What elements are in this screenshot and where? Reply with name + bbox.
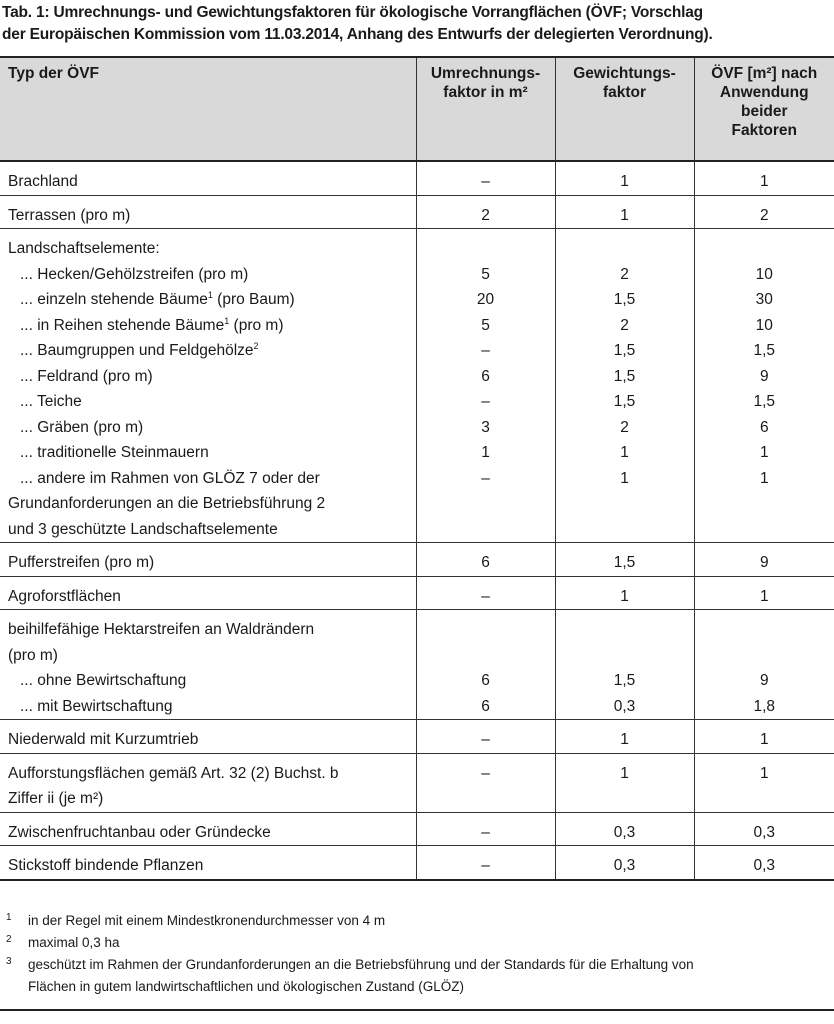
weighting-value: 1,5 (613, 672, 636, 689)
header-conversion-factor: Umrechnungs- faktor in m² (416, 58, 555, 161)
weighting-value: 1 (620, 444, 629, 461)
table-row-forest-strips (0, 610, 834, 720)
row-label: Stickstoff bindende Pflanzen (0, 846, 416, 880)
conversion-value: 6 (416, 543, 555, 577)
list-item-continued: Grundanforderungen an die Betriebsführung 2 (8, 495, 326, 512)
result-value: 1 (694, 576, 834, 610)
result-value: 1 (694, 161, 834, 195)
conversion-value: 5 (481, 316, 490, 334)
footnote (6, 932, 832, 954)
footnote-number: 2 (6, 934, 12, 945)
weighting-value: 1 (620, 469, 629, 487)
header-type: Typ der ÖVF (0, 58, 416, 161)
result-value: 1 (759, 469, 769, 487)
table-row (0, 543, 834, 577)
row-label: Pufferstreifen (pro m) (0, 543, 416, 577)
weighting-value: 1,5 (613, 367, 636, 385)
table-row-afforestation (0, 753, 834, 812)
row-label: Niederwald mit Kurzumtrieb (0, 720, 416, 754)
result-value: 1 (759, 444, 769, 461)
header-weighting-factor: Gewichtungs- faktor (555, 58, 694, 161)
list-item: ... in Reihen stehende Bäume$^1$ (pro m) (20, 315, 284, 334)
factor-table (0, 58, 834, 881)
result-value: 9 (759, 367, 769, 385)
row-label: Brachland (0, 161, 416, 195)
row-label (0, 610, 416, 720)
result-values (694, 229, 834, 543)
list-item: ... traditionelle Steinmauern (20, 444, 209, 461)
weighting-value: 1 (555, 753, 694, 812)
row-label: Zwischenfruchtanbau oder Gründecke (0, 812, 416, 846)
conversion-value: 20 (476, 291, 495, 308)
weighting-value: 0,3 (613, 697, 636, 715)
conversion-value: – (481, 393, 490, 410)
list-item: ... Hecken/Gehölzstreifen (pro m) (20, 265, 249, 283)
result-value: 0,3 (694, 812, 834, 846)
weighting-values (555, 610, 694, 720)
conversion-value: – (416, 720, 555, 754)
conversion-values (416, 229, 555, 543)
result-value: 9 (694, 543, 834, 577)
footnote-number: 3 (6, 956, 12, 967)
row-label (0, 229, 416, 543)
weighting-value: 2 (620, 316, 629, 334)
conversion-value: – (481, 469, 490, 487)
result-value: 9 (759, 672, 769, 689)
footnote-number: 1 (6, 912, 12, 923)
weighting-value: 1 (555, 161, 694, 195)
conversion-values (416, 610, 555, 720)
result-value: 10 (755, 265, 773, 283)
table-caption (2, 2, 832, 46)
conversion-value: 6 (481, 367, 490, 385)
table-row-landscape-elements (0, 229, 834, 543)
conversion-value: 6 (481, 697, 490, 715)
table-row (0, 846, 834, 880)
weighting-value: 1,5 (613, 393, 636, 410)
table-row (0, 576, 834, 610)
footnote-text: geschützt im Rahmen der Grundanforderungen an die Betriebsführung und der Standards für die Erhaltung von (28, 957, 694, 972)
row-label: Terrassen (pro m) (0, 195, 416, 229)
weighting-value: 1 (555, 720, 694, 754)
result-value: 1,5 (753, 342, 776, 359)
result-values (694, 610, 834, 720)
afforestation-line-2: Ziffer ii (je m²) (8, 790, 104, 807)
row-label: Agroforstflächen (0, 576, 416, 610)
list-item: ... Gräben (pro m) (20, 418, 144, 436)
list-item: ... ohne Bewirtschaftung (20, 672, 187, 689)
caption-line-1: Tab. 1: Umrechnungs- und Gewichtungsfaktoren für ökologische Vorrangflächen (ÖVF; Vorschlag (2, 4, 703, 21)
weighting-value: 1,5 (613, 342, 636, 359)
row-label (0, 753, 416, 812)
result-value: 30 (755, 291, 773, 308)
weighting-value: 0,3 (555, 846, 694, 880)
weighting-value: 2 (620, 265, 629, 283)
table-row (0, 161, 834, 195)
conversion-value: 1 (481, 444, 490, 461)
weighting-value: 1,5 (613, 291, 636, 308)
table-row (0, 195, 834, 229)
conversion-value: – (416, 812, 555, 846)
table-row (0, 720, 834, 754)
result-value: 0,3 (694, 846, 834, 880)
result-value: 1,5 (753, 393, 776, 410)
afforestation-line-1: Aufforstungsflächen gemäß Art. 32 (2) Buchst. b (8, 764, 339, 782)
footnote (6, 910, 832, 932)
weighting-value: 0,3 (555, 812, 694, 846)
list-item: ... Feldrand (pro m) (20, 367, 153, 385)
list-item: ... einzeln stehende Bäume$^1$ (pro Baum) (20, 289, 295, 308)
conversion-value: – (416, 576, 555, 610)
conversion-value: – (416, 753, 555, 812)
conversion-value: 2 (416, 195, 555, 229)
result-value: 1 (694, 720, 834, 754)
bottom-rule (0, 1009, 834, 1011)
list-item: ... Teiche (20, 393, 82, 410)
conversion-value: 3 (481, 418, 490, 436)
forest-strips-line-2: (pro m) (8, 646, 58, 664)
footnote-text: maximal 0,3 ha (28, 935, 120, 950)
result-value: 2 (694, 195, 834, 229)
list-item: ... Baumgruppen und Feldgehölze$^2$ (20, 340, 259, 359)
result-value: 10 (755, 316, 773, 334)
header-ovf-result: ÖVF [m²] nach Anwendung beider Faktoren (694, 58, 834, 161)
conversion-value: – (481, 342, 490, 359)
result-value: 1 (694, 753, 834, 812)
list-item-continued: und 3 geschützte Landschaftselemente (8, 520, 278, 538)
weighting-values (555, 229, 694, 543)
conversion-value: 6 (481, 672, 490, 689)
list-item: ... andere im Rahmen von GLÖZ 7 oder der (20, 469, 320, 487)
forest-strips-line-1: beihilfefähige Hektarstreifen an Waldrändern (8, 621, 315, 638)
weighting-value: 1 (555, 195, 694, 229)
table-row (0, 812, 834, 846)
list-item: ... mit Bewirtschaftung (20, 697, 173, 715)
conversion-value: – (416, 846, 555, 880)
weighting-value: 2 (620, 418, 629, 436)
landscape-heading: Landschaftselemente: (8, 240, 160, 257)
caption-line-2: der Europäischen Kommission vom 11.03.2014, Anhang des Entwurfs der delegierten Verordnung). (2, 26, 713, 43)
conversion-value: 5 (481, 265, 490, 283)
footnote-text-continued: Flächen in gutem landwirtschaftlichen und ökologischen Zustand (GLÖZ) (28, 979, 464, 994)
weighting-value: 1 (555, 576, 694, 610)
conversion-value: – (416, 161, 555, 195)
result-value: 6 (759, 418, 769, 436)
header-row (0, 58, 834, 161)
footnotes (6, 910, 832, 998)
footnote (6, 954, 832, 998)
weighting-value: 1,5 (555, 543, 694, 577)
footnote-text: in der Regel mit einem Mindestkronendurchmesser von 4 m (28, 913, 386, 928)
result-value: 1,8 (753, 697, 776, 715)
